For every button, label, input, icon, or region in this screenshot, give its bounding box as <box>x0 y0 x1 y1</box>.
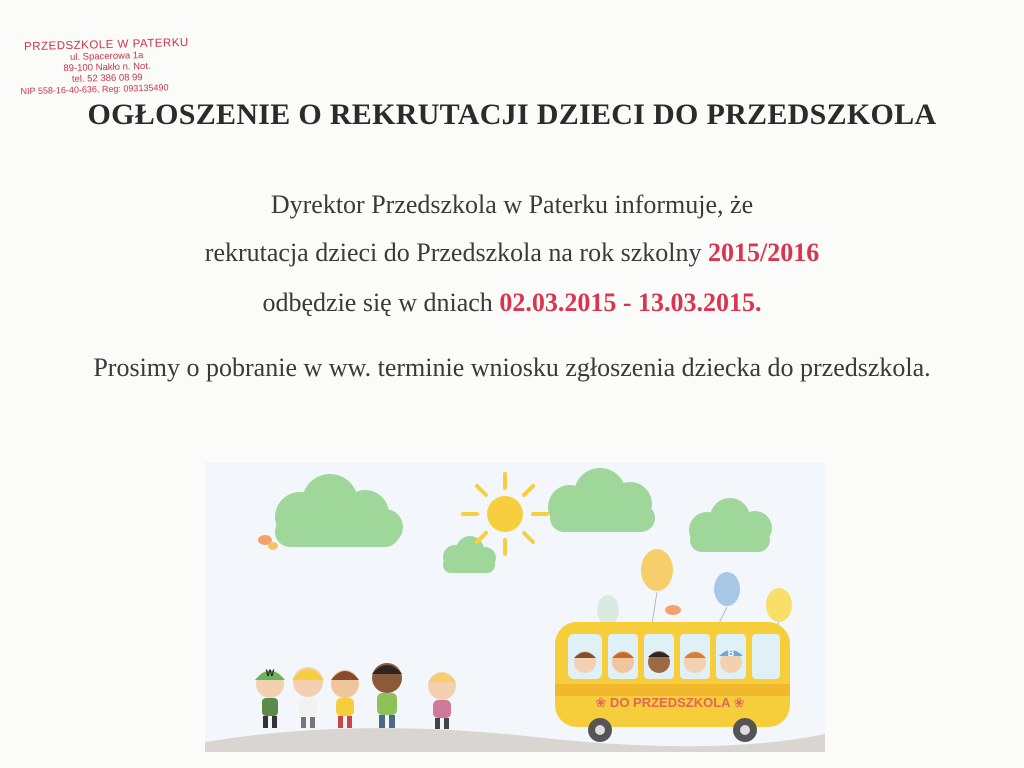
sun-icon <box>463 474 547 554</box>
stamp-nip: NIP 558-16-40-636, Reg: 093135490 <box>20 82 169 97</box>
cap-letter-b: B <box>727 648 735 658</box>
school-year: 2015/2016 <box>707 238 820 267</box>
kindergarten-illustration <box>205 462 825 752</box>
body-line-3-text: odbędzie się w dniach <box>262 288 493 317</box>
body-line-3 <box>0 288 1024 318</box>
stamp-phone: tel. 52 386 08 99 <box>71 72 143 85</box>
cap-letter-w: W <box>265 668 275 678</box>
body-line-2-text: rekrutacja dzieci do Przedszkola na rok szkolny <box>204 238 702 267</box>
date-range: 02.03.2015 - 13.03.2015. <box>499 288 762 317</box>
bus-label: ❀ DO PRZEDSZKOLA ❀ <box>595 695 745 710</box>
body-line-4: Prosimy o pobranie w ww. terminie wniosku zgłoszenia dziecka do przedszkola. <box>93 353 931 382</box>
stamp-street: ul. Spacerowa 1a <box>69 50 144 63</box>
body-line-2 <box>0 238 1024 268</box>
stamp-name: PRZEDSZKOLE W PATERKU <box>23 36 189 54</box>
school-stamp <box>21 38 192 97</box>
school-bus <box>555 622 790 742</box>
announcement-title: OGŁOSZENIE O REKRUTACJI DZIECI DO PRZEDSZKOLA <box>87 98 937 131</box>
stamp-city: 89-100 Nakło n. Not. <box>63 60 151 75</box>
body-line-1: Dyrektor Przedszkola w Paterku informuje, że <box>270 190 754 219</box>
